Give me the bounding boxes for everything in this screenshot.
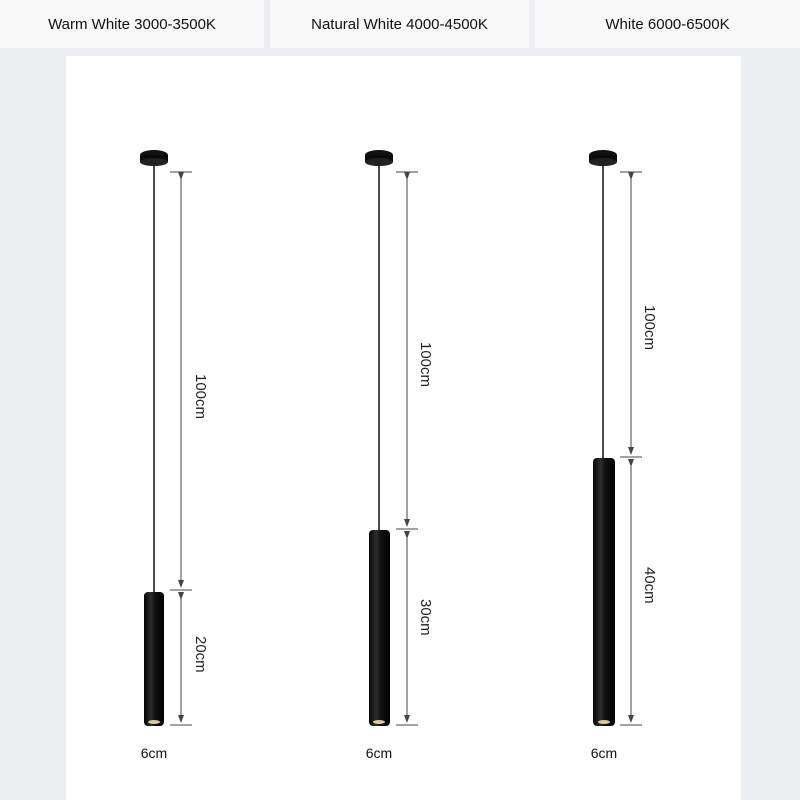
cable-length-label: 100cm (417, 342, 434, 388)
light-emitter (598, 720, 610, 724)
lamp-3-diameter-label: 6cm (590, 745, 618, 761)
tab-natural-white-label: Natural White 4000-4500K (311, 15, 488, 33)
cable-length-label: 100cm (192, 374, 209, 420)
body-length-label: 40cm (641, 567, 658, 604)
body-length-label: 30cm (417, 599, 434, 636)
ceiling-canopy-icon (589, 150, 617, 166)
lamp-40cm (589, 150, 658, 726)
body-dimension-line (396, 535, 418, 725)
cable-dimension-line (396, 172, 418, 529)
cable-dimension-line (620, 172, 642, 457)
cable-length-label: 100cm (641, 305, 658, 351)
lamp-body (369, 530, 390, 726)
cable-dimension-line (170, 172, 192, 590)
ceiling-canopy-icon (140, 150, 168, 166)
body-length-label: 20cm (192, 636, 209, 673)
body-dimension-line (170, 596, 192, 725)
lamp-body (144, 592, 164, 726)
light-emitter (148, 720, 160, 724)
lamp-2-diameter-label: 6cm (365, 745, 393, 761)
lamp-1-diameter-label: 6cm (140, 745, 168, 761)
tab-white-label: White 6000-6500K (605, 15, 730, 33)
lamp-20cm (140, 150, 209, 726)
lamp-body (593, 458, 615, 726)
ceiling-canopy-icon (365, 150, 393, 166)
lamp-30cm (365, 150, 434, 726)
body-dimension-line (620, 463, 642, 725)
light-emitter (373, 720, 385, 724)
tab-warm-white-label: Warm White 3000-3500K (48, 15, 216, 33)
